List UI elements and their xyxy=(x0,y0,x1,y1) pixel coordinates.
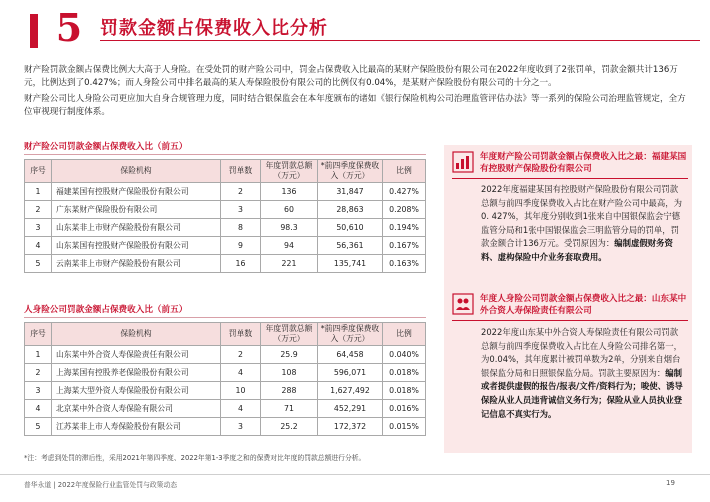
cell-name: 福建某国有控股财产保险股份有限公司 xyxy=(52,183,221,201)
property-highlight-reason: 编制虚假财务资料、虚构保险中介业务套取费用。 xyxy=(481,238,673,262)
cell-ratio: 0.208% xyxy=(383,201,426,219)
cell-seq: 1 xyxy=(25,183,52,201)
cell-ratio: 0.167% xyxy=(383,237,426,255)
property-table xyxy=(24,159,426,273)
header-seq: 序号 xyxy=(25,323,52,346)
cell-count: 2 xyxy=(221,183,261,201)
cell-ratio: 0.040% xyxy=(383,346,426,364)
cell-fine: 288 xyxy=(261,382,318,400)
cell-seq: 3 xyxy=(25,219,52,237)
life-highlight-rule xyxy=(452,320,688,321)
life-table-title: 人身险公司罚款金额占保费收入比（前五） xyxy=(24,305,188,315)
header-count: 罚单数 xyxy=(221,160,261,183)
cell-premium: 135,741 xyxy=(318,255,383,273)
header-count: 罚单数 xyxy=(221,323,261,346)
cell-premium: 452,291 xyxy=(318,400,383,418)
cell-fine: 136 xyxy=(261,183,318,201)
table-row xyxy=(25,255,426,273)
header-premium: *前四季度保费收入（万元） xyxy=(318,160,383,183)
footer-rule xyxy=(0,474,710,475)
cell-seq: 5 xyxy=(25,255,52,273)
cell-name: 山东某中外合资人寿保险责任有限公司 xyxy=(52,346,221,364)
table-row xyxy=(25,418,426,436)
life-highlight-text xyxy=(481,326,685,421)
header-fine: 年度罚款总额（万元） xyxy=(261,160,318,183)
table-row xyxy=(25,346,426,364)
cell-ratio: 0.015% xyxy=(383,418,426,436)
cell-ratio: 0.018% xyxy=(383,382,426,400)
cell-ratio: 0.427% xyxy=(383,183,426,201)
cell-premium: 64,458 xyxy=(318,346,383,364)
people-icon xyxy=(452,293,474,315)
cell-fine: 60 xyxy=(261,201,318,219)
cell-seq: 3 xyxy=(25,382,52,400)
property-table-rule xyxy=(24,154,426,155)
footer-text: 普华永道 | 2022年度保险行业监管处罚与政策动态 xyxy=(24,481,178,489)
cell-count: 10 xyxy=(221,382,261,400)
intro-text xyxy=(24,64,688,122)
table-row xyxy=(25,219,426,237)
property-highlight-title: 年度财产险公司罚款金额占保费收入比之最：福建某国有控股财产保险股份有限公司 xyxy=(480,152,687,174)
header-ratio: 比例 xyxy=(383,160,426,183)
cell-count: 16 xyxy=(221,255,261,273)
cell-count: 4 xyxy=(221,400,261,418)
cell-fine: 108 xyxy=(261,364,318,382)
header-name: 保险机构 xyxy=(52,160,221,183)
cell-seq: 5 xyxy=(25,418,52,436)
life-highlight-title: 年度人身险公司罚款金额占保费收入比之最：山东某中外合资人寿保险责任有限公司 xyxy=(480,294,687,316)
page-number: 19 xyxy=(666,479,675,487)
page-title: 罚款金额占保费收入比分析 xyxy=(100,18,328,39)
table-row xyxy=(25,237,426,255)
cell-ratio: 0.016% xyxy=(383,400,426,418)
life-table-rule xyxy=(24,317,426,318)
header-premium: *前四季度保费收入（万元） xyxy=(318,323,383,346)
cell-name: 云南某非上市财产保险股份有限公司 xyxy=(52,255,221,273)
cell-name: 广东某财产保险股份有限公司 xyxy=(52,201,221,219)
cell-name: 上海某大型外资人寿保险股份有限公司 xyxy=(52,382,221,400)
life-highlight-body: 2022年度山东某中外合资人寿保险责任有限公司罚款总额与前四季度保费收入占比在人身险公司排名第一，为0.04%，其年度累计被罚单数为2单，分别来自烟台银保监分局和日照银保监分局。罚款主要原因为： xyxy=(481,327,682,378)
cell-fine: 98.3 xyxy=(261,219,318,237)
header-ratio: 比例 xyxy=(383,323,426,346)
section-number: 5 xyxy=(55,5,83,50)
cell-seq: 2 xyxy=(25,364,52,382)
cell-premium: 50,610 xyxy=(318,219,383,237)
cell-count: 8 xyxy=(221,219,261,237)
life-table xyxy=(24,322,426,436)
header-name: 保险机构 xyxy=(52,323,221,346)
cell-seq: 2 xyxy=(25,201,52,219)
table-header-row xyxy=(25,323,426,346)
cell-fine: 94 xyxy=(261,237,318,255)
cell-premium: 31,847 xyxy=(318,183,383,201)
cell-seq: 4 xyxy=(25,400,52,418)
header-accent-bar xyxy=(30,14,38,48)
cell-name: 北京某中外合资人寿保险有限公司 xyxy=(52,400,221,418)
header-seq: 序号 xyxy=(25,160,52,183)
cell-ratio: 0.018% xyxy=(383,364,426,382)
life-highlight-reason: 编制或者提供虚假的报告/报表/文件/资料行为；唆使、诱导保险从业人员违背诚信义务行为；保险从业人员执业登记信息不真实行为。 xyxy=(481,367,683,419)
cell-premium: 172,372 xyxy=(318,418,383,436)
cell-fine: 71 xyxy=(261,400,318,418)
cell-count: 9 xyxy=(221,237,261,255)
table-row xyxy=(25,400,426,418)
property-table-title: 财产险公司罚款金额占保费收入比（前五） xyxy=(24,142,188,152)
property-highlight-rule xyxy=(452,178,688,179)
cell-premium: 596,071 xyxy=(318,364,383,382)
cell-name: 山东某国有控股财产保险股份有限公司 xyxy=(52,237,221,255)
intro-paragraph-1: 财产险罚款金额占保费比例大大高于人身险。在受处罚的财产险公司中，罚金占保费收入比最高的某财产保险股份有限公司在2022年度收到了2张罚单，罚款金额共计136万元，比例达到了0.427%；而人身险公司中排名最高的某人寿保险股份有限公司的比例仅有0.04%，是某财产保险股份有限公司的十分之一。 xyxy=(24,65,678,88)
cell-premium: 56,361 xyxy=(318,237,383,255)
cell-count: 3 xyxy=(221,201,261,219)
cell-ratio: 0.194% xyxy=(383,219,426,237)
cell-count: 4 xyxy=(221,364,261,382)
cell-name: 山东某非上市财产保险股份有限公司 xyxy=(52,219,221,237)
intro-paragraph-2: 财产险公司比人身险公司更应加大自身合规管理力度，同时结合银保监会在本年度颁布的诸如《银行保险机构公司治理监管评估办法》等一系列的保险公司治理监管规定，全方位审视现行制度体系。 xyxy=(24,94,686,117)
cell-ratio: 0.163% xyxy=(383,255,426,273)
table-row xyxy=(25,183,426,201)
building-chart-icon xyxy=(452,151,474,173)
cell-fine: 25.2 xyxy=(261,418,318,436)
footnote: *注：考虑到处罚的滞后性，采用2021年第四季度、2022年第1-3季度之和的保费对比年度的罚款总额进行分析。 xyxy=(24,454,366,462)
cell-seq: 1 xyxy=(25,346,52,364)
cell-name: 上海某国有控股养老保险股份有限公司 xyxy=(52,364,221,382)
table-header-row xyxy=(25,160,426,183)
table-row xyxy=(25,364,426,382)
table-row xyxy=(25,382,426,400)
page-header xyxy=(0,0,710,56)
property-highlight-body: 2022年度福建某国有控股财产保险股份有限公司罚款总额与前四季度保费收入占比在财产险公司中最高，为0. 427%，其年度分别收到1张来自中国银保监会宁德监管分局和1张中国银保监会三明监管分局的罚单，罚款金额合计136万元。受罚原因为： xyxy=(481,184,682,249)
cell-premium: 28,863 xyxy=(318,201,383,219)
table-row xyxy=(25,201,426,219)
cell-seq: 4 xyxy=(25,237,52,255)
cell-name: 江苏某非上市人寿保险股份有限公司 xyxy=(52,418,221,436)
header-rule xyxy=(100,40,700,41)
cell-fine: 221 xyxy=(261,255,318,273)
cell-count: 3 xyxy=(221,418,261,436)
header-fine: 年度罚款总额（万元） xyxy=(261,323,318,346)
cell-fine: 25.9 xyxy=(261,346,318,364)
cell-premium: 1,627,492 xyxy=(318,382,383,400)
cell-count: 2 xyxy=(221,346,261,364)
property-highlight-text xyxy=(481,183,685,265)
